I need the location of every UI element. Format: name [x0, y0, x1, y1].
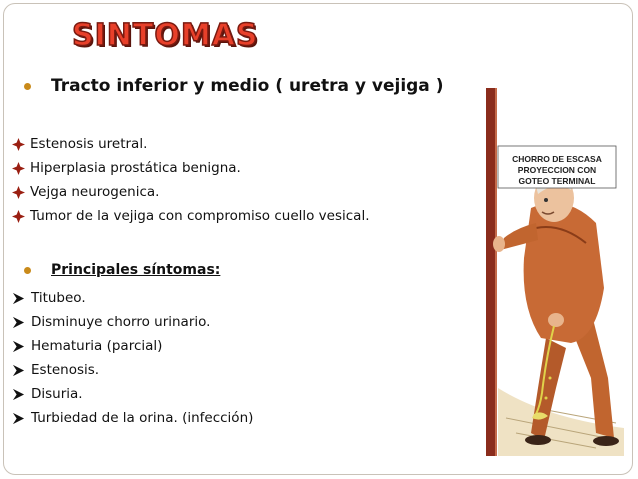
- diamond-bullet-icon: [12, 186, 25, 199]
- main-heading-text: Tracto inferior y medio ( uretra y vejiga ): [51, 76, 444, 96]
- diamond-bullet-icon: [12, 138, 25, 151]
- arrow-bullet-icon: [12, 388, 25, 401]
- arrow-bullet-icon: [12, 412, 25, 425]
- symptoms-heading: [24, 262, 220, 278]
- caption-line: CHORRO DE ESCASA: [512, 154, 602, 164]
- symptom-text: Hematuria (parcial): [31, 338, 163, 354]
- arrow-bullet-icon: [12, 364, 25, 377]
- caption-line: PROYECCION CON: [517, 165, 597, 175]
- symptoms-list: [12, 286, 253, 430]
- symptom-text: Disminuye chorro urinario.: [31, 314, 211, 330]
- diamond-bullet-icon: [12, 162, 25, 175]
- cause-text: Tumor de la vejiga con compromiso cuello vesical.: [30, 208, 370, 224]
- arrow-bullet-icon: [12, 316, 25, 329]
- slide: [3, 3, 633, 475]
- list-item: [12, 156, 370, 180]
- list-item: [12, 334, 253, 358]
- symptom-text: Turbiedad de la orina. (infección): [31, 410, 254, 426]
- round-bullet-icon: [24, 83, 31, 90]
- main-heading: [24, 76, 443, 96]
- symptoms-heading-text: Principales síntomas:: [51, 262, 221, 278]
- arrow-bullet-icon: [12, 292, 25, 305]
- slide-title: SINTOMAS: [72, 18, 259, 53]
- arrow-bullet-icon: [12, 340, 25, 353]
- list-item: [12, 180, 370, 204]
- list-item: [12, 286, 253, 310]
- illustration-caption: [502, 154, 612, 187]
- list-item: [12, 132, 370, 156]
- round-bullet-icon: [24, 267, 31, 274]
- cause-text: Estenosis uretral.: [30, 136, 148, 152]
- causes-list: [12, 132, 370, 228]
- diamond-bullet-icon: [12, 210, 25, 223]
- list-item: [12, 310, 253, 334]
- symptom-text: Titubeo.: [31, 290, 86, 306]
- list-item: [12, 406, 253, 430]
- list-item: [12, 204, 370, 228]
- caption-line: GOTEO TERMINAL: [518, 176, 596, 186]
- symptom-text: Disuria.: [31, 386, 83, 402]
- cause-text: Vejga neurogenica.: [30, 184, 160, 200]
- urinating-man-illustration: [476, 88, 626, 463]
- cause-text: Hiperplasia prostática benigna.: [30, 160, 241, 176]
- list-item: [12, 358, 253, 382]
- list-item: [12, 382, 253, 406]
- symptom-text: Estenosis.: [31, 362, 100, 378]
